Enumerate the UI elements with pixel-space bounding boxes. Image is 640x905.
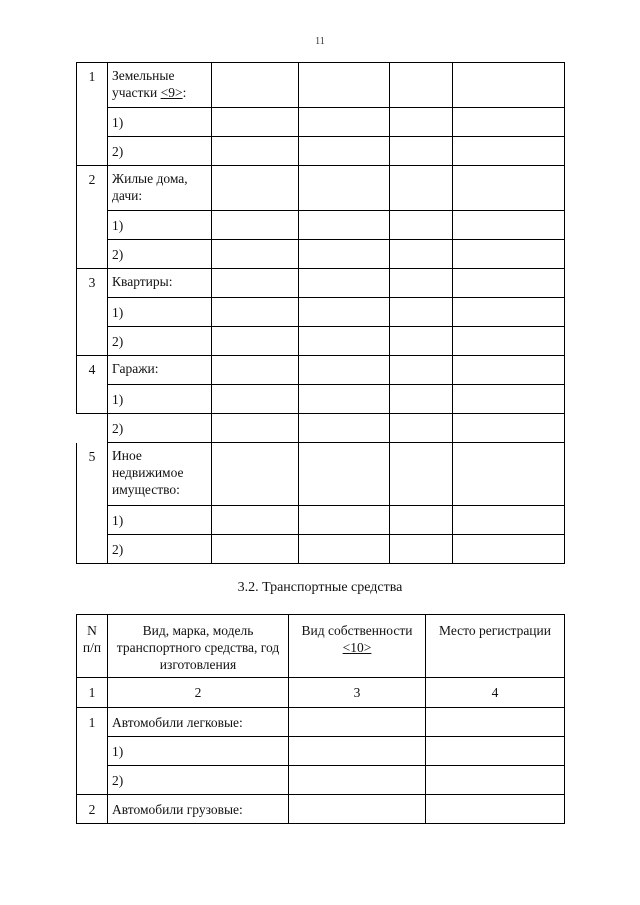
row-number: 1: [77, 708, 108, 795]
empty-cell[interactable]: [299, 506, 390, 535]
empty-cell[interactable]: [212, 166, 299, 211]
empty-cell[interactable]: [212, 356, 299, 385]
empty-cell[interactable]: [212, 506, 299, 535]
empty-cell[interactable]: [453, 108, 565, 137]
row-number: 2: [77, 795, 108, 824]
empty-cell[interactable]: [453, 356, 565, 385]
column-number: 4: [426, 678, 565, 708]
row-label: Жилые дома, дачи:: [108, 166, 212, 211]
empty-cell[interactable]: [426, 708, 565, 737]
empty-cell[interactable]: [390, 327, 453, 356]
empty-cell[interactable]: [289, 795, 426, 824]
column-number-row: [77, 678, 565, 708]
empty-cell[interactable]: [212, 63, 299, 108]
empty-cell[interactable]: [212, 240, 299, 269]
empty-cell[interactable]: [453, 414, 565, 443]
empty-cell[interactable]: [299, 385, 390, 414]
empty-cell[interactable]: [453, 443, 565, 506]
empty-cell[interactable]: [390, 108, 453, 137]
sub-item-label: 1): [108, 211, 212, 240]
empty-cell[interactable]: [453, 269, 565, 298]
table-row: [77, 63, 565, 108]
empty-cell[interactable]: [299, 327, 390, 356]
sub-item-label: 2): [108, 327, 212, 356]
sub-item-label: 1): [108, 506, 212, 535]
section-title: 3.2. Транспортные средства: [237, 580, 403, 595]
empty-cell[interactable]: [212, 535, 299, 564]
table-row: [77, 298, 565, 327]
empty-cell[interactable]: [299, 443, 390, 506]
empty-cell[interactable]: [212, 385, 299, 414]
empty-cell[interactable]: [289, 737, 426, 766]
table-row: [77, 269, 565, 298]
empty-cell[interactable]: [212, 137, 299, 166]
empty-cell[interactable]: [289, 708, 426, 737]
empty-cell[interactable]: [453, 166, 565, 211]
empty-cell[interactable]: [390, 63, 453, 108]
table-row: [77, 108, 565, 137]
table-row: [77, 535, 565, 564]
empty-cell[interactable]: [299, 414, 390, 443]
empty-cell[interactable]: [299, 535, 390, 564]
page-number: 11: [315, 36, 325, 47]
table-row: [77, 795, 565, 824]
empty-cell[interactable]: [453, 240, 565, 269]
empty-cell[interactable]: [390, 385, 453, 414]
sub-item-label: 2): [108, 766, 289, 795]
table-row: [77, 506, 565, 535]
empty-cell[interactable]: [212, 327, 299, 356]
real-estate-table: [76, 62, 565, 564]
row-label: Квартиры:: [108, 269, 212, 298]
table-row: [77, 766, 565, 795]
table-row: [77, 240, 565, 269]
empty-cell[interactable]: [390, 443, 453, 506]
empty-cell[interactable]: [453, 211, 565, 240]
table-header-row: [77, 615, 565, 678]
empty-cell[interactable]: [390, 535, 453, 564]
vehicle-table: [76, 614, 565, 824]
column-number: 2: [108, 678, 289, 708]
footnote-link[interactable]: <10>: [342, 640, 372, 655]
empty-cell[interactable]: [299, 356, 390, 385]
empty-cell[interactable]: [390, 211, 453, 240]
sub-item-label: 2): [108, 535, 212, 564]
table-row: [77, 166, 565, 211]
empty-cell[interactable]: [390, 298, 453, 327]
empty-cell[interactable]: [426, 795, 565, 824]
empty-cell[interactable]: [390, 166, 453, 211]
row-label: Земельные участки <9>:: [108, 63, 212, 108]
empty-cell[interactable]: [212, 108, 299, 137]
table-row: [77, 708, 565, 737]
footnote-link[interactable]: <9>: [160, 85, 183, 100]
table-row: [77, 327, 565, 356]
empty-cell[interactable]: [299, 63, 390, 108]
empty-cell[interactable]: [453, 385, 565, 414]
table-row: [77, 137, 565, 166]
empty-cell[interactable]: [426, 737, 565, 766]
row-label: Иное недвижимое имущество:: [108, 443, 212, 506]
row-label: Автомобили легковые:: [108, 708, 289, 737]
table-row: [77, 211, 565, 240]
column-header-ownership: Вид собственности <10>: [289, 615, 426, 678]
column-number: 1: [77, 678, 108, 708]
empty-cell[interactable]: [299, 240, 390, 269]
empty-cell[interactable]: [289, 766, 426, 795]
empty-cell[interactable]: [299, 298, 390, 327]
empty-cell[interactable]: [212, 414, 299, 443]
table-row: [77, 737, 565, 766]
empty-cell[interactable]: [453, 298, 565, 327]
table-row: [77, 385, 565, 414]
row-number: 1: [77, 63, 108, 166]
empty-cell[interactable]: [390, 506, 453, 535]
empty-cell[interactable]: [426, 766, 565, 795]
empty-cell[interactable]: [299, 137, 390, 166]
row-number: 4: [77, 356, 108, 414]
sub-item-label: 1): [108, 737, 289, 766]
sub-item-label: 1): [108, 108, 212, 137]
table-row: [77, 356, 565, 385]
row-label: Автомобили грузовые:: [108, 795, 289, 824]
column-number: 3: [289, 678, 426, 708]
table-row: [77, 414, 565, 443]
column-header-vehicle: Вид, марка, модель транспортного средства, год изготовления: [108, 615, 289, 678]
column-header-num: N п/п: [77, 615, 108, 678]
sub-item-label: 2): [108, 414, 212, 443]
empty-cell[interactable]: [390, 414, 453, 443]
empty-cell[interactable]: [390, 269, 453, 298]
empty-cell[interactable]: [212, 211, 299, 240]
empty-cell[interactable]: [390, 356, 453, 385]
row-label: Гаражи:: [108, 356, 212, 385]
empty-cell[interactable]: [390, 240, 453, 269]
empty-cell[interactable]: [212, 269, 299, 298]
empty-cell[interactable]: [453, 506, 565, 535]
sub-item-label: 1): [108, 298, 212, 327]
sub-item-label: 1): [108, 385, 212, 414]
empty-cell[interactable]: [390, 137, 453, 166]
sub-item-label: 2): [108, 137, 212, 166]
row-number: 3: [77, 269, 108, 356]
empty-cell[interactable]: [212, 298, 299, 327]
empty-cell[interactable]: [453, 63, 565, 108]
row-number: 2: [77, 166, 108, 269]
empty-cell[interactable]: [212, 443, 299, 506]
empty-cell: [77, 414, 108, 443]
table-row: [77, 443, 565, 506]
empty-cell[interactable]: [299, 108, 390, 137]
sub-item-label: 2): [108, 240, 212, 269]
empty-cell[interactable]: [453, 137, 565, 166]
empty-cell[interactable]: [299, 269, 390, 298]
column-header-registration: Место регистрации: [426, 615, 565, 678]
empty-cell[interactable]: [453, 327, 565, 356]
row-number: 5: [77, 443, 108, 564]
empty-cell[interactable]: [299, 211, 390, 240]
empty-cell[interactable]: [299, 166, 390, 211]
empty-cell[interactable]: [453, 535, 565, 564]
